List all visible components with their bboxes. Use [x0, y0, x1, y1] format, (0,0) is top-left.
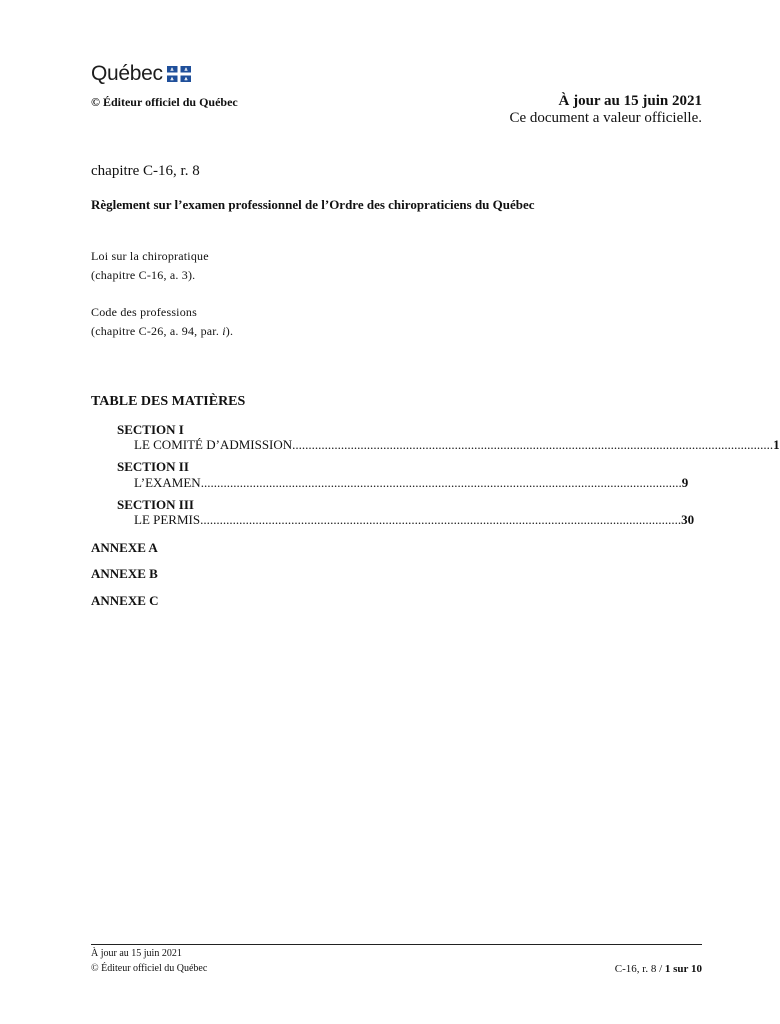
code-ref-prefix: (chapitre C-26, a. 94, par.	[91, 324, 223, 338]
professional-code-reference	[91, 324, 233, 339]
footer-update-date: À jour au 15 juin 2021	[91, 948, 182, 959]
footer-page-indicator	[615, 963, 702, 975]
logo-wordmark: Québec	[91, 62, 163, 85]
footer-divider	[91, 944, 702, 945]
footer-reference: C-16, r. 8 /	[614, 963, 665, 975]
toc-annex-c[interactable]: ANNEXE C	[91, 593, 159, 608]
toc-entry-page: 30	[681, 512, 695, 527]
toc-entry-label: L’EXAMEN	[134, 475, 201, 490]
toc-leader-dots: ....................................................................................................................................................	[200, 475, 682, 490]
official-value-notice: Ce document a valeur officielle.	[509, 110, 702, 126]
footer-publisher: © Éditeur officiel du Québec	[91, 963, 208, 974]
enabling-law-reference: (chapitre C-16, a. 3).	[91, 268, 196, 282]
toc-leader-dots: ....................................................................................................................................................	[200, 512, 682, 527]
toc-entry-label: LE COMITÉ D’ADMISSION	[134, 437, 293, 452]
toc-entry-page: 1	[773, 437, 780, 452]
toc-section-heading: SECTION I	[117, 422, 184, 437]
toc-section-heading: SECTION II	[117, 459, 189, 474]
toc-annex-b[interactable]: ANNEXE B	[91, 566, 158, 581]
toc-section-heading: SECTION III	[117, 497, 194, 512]
toc-entry[interactable]	[134, 475, 689, 491]
toc-annex-a[interactable]: ANNEXE A	[91, 540, 158, 555]
quebec-logo	[91, 62, 191, 86]
update-date: À jour au 15 juin 2021	[558, 93, 702, 109]
code-ref-paragraph: i	[222, 324, 226, 338]
toc-title: TABLE DES MATIÈRES	[91, 394, 246, 409]
publisher-label: © Éditeur officiel du Québec	[91, 95, 238, 109]
document-title: Règlement sur l’examen professionnel de l’Ordre des chiropraticiens du Québec	[91, 197, 535, 212]
toc-entry[interactable]	[134, 512, 695, 528]
enabling-law-name: Loi sur la chiropratique	[91, 249, 209, 263]
toc-entry-label: LE PERMIS	[134, 512, 201, 527]
code-ref-suffix: ).	[225, 324, 234, 338]
professional-code-name: Code des professions	[91, 305, 197, 319]
toc-entry[interactable]	[134, 437, 780, 453]
toc-entry-page: 9	[681, 475, 689, 490]
chapter-reference: chapitre C-16, r. 8	[91, 163, 200, 179]
fleurdelise-flag-icon	[167, 66, 191, 82]
toc-leader-dots: ....................................................................................................................................................	[292, 437, 774, 452]
footer-page-number: 1 sur 10	[664, 963, 702, 975]
